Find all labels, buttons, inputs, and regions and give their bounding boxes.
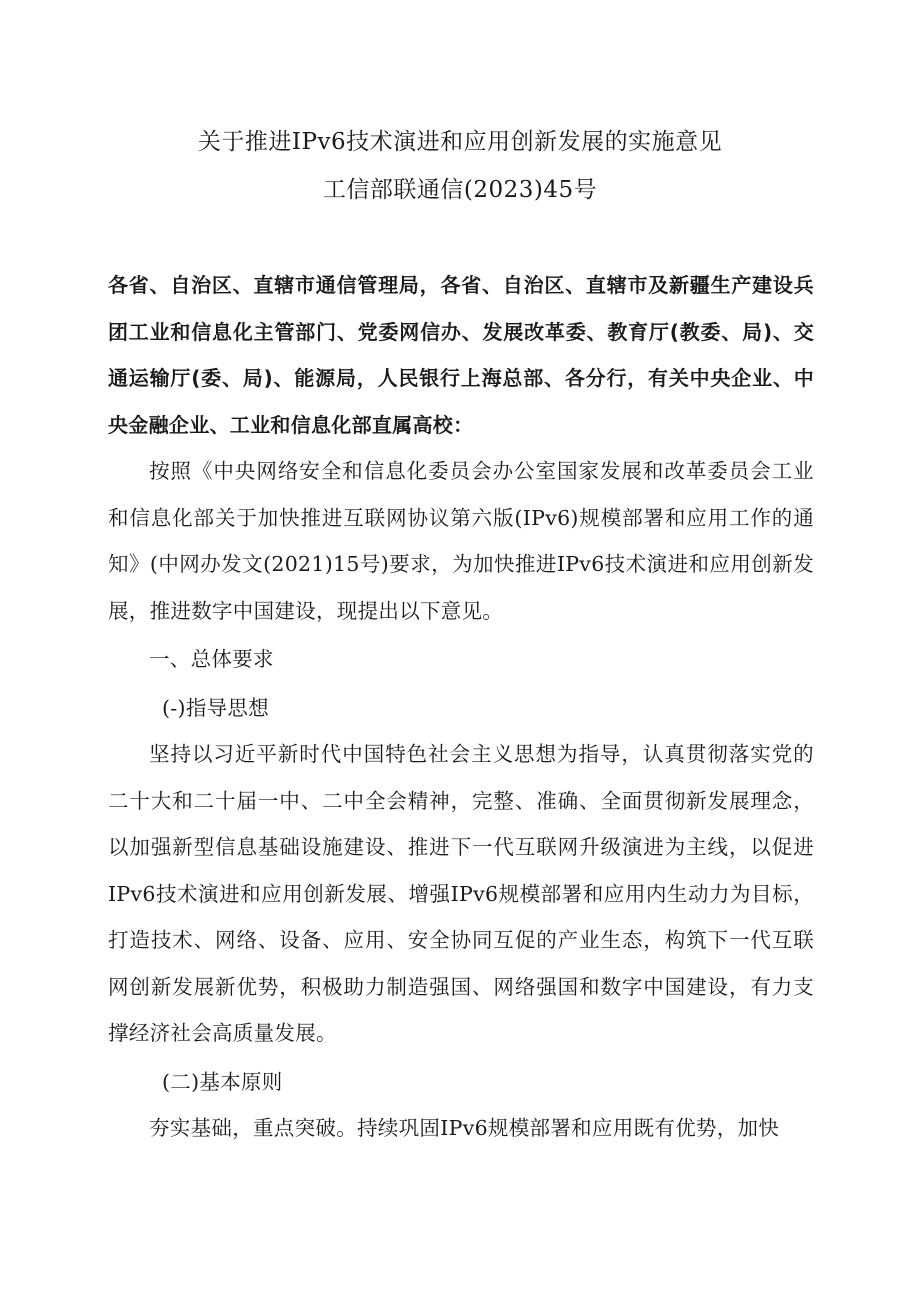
basic-principles-paragraph: 夯实基础，重点突破。持续巩固IPv6规模部署和应用既有优势，加快 <box>149 1116 780 1140</box>
document-body <box>108 262 814 1152</box>
intro-paragraph: 按照《中央网络安全和信息化委员会办公室国家发展和改革委员会工业和信息化部关于加快推进互联网协议第六版(IPv6)规模部署和应用工作的通知》(中网办发文(2021)15号)要求，为加快推进IPv6技术演进和应用创新发展，推进数字中国建设，现提出以下意见。 <box>108 459 814 623</box>
subsection-heading-basic-principles: (二)基本原则 <box>162 1069 283 1094</box>
subsection-heading-guiding-ideology: (-)指导思想 <box>162 695 270 720</box>
document-title: 关于推进IPv6技术演进和应用创新发展的实施意见 <box>197 129 723 155</box>
addressee-paragraph: 各省、自治区、直辖市通信管理局，各省、自治区、直辖市及新疆生产建设兵团工业和信息化主管部门、党委网信办、发展改革委、教育厅(教委、局)、交通运输厅(委、局)、能源局，人民银行上海总部、各分行，有关中央企业、中央金融企业、工业和信息化部直属高校： <box>108 273 814 437</box>
document-number: 工信部联通信(2023)45号 <box>322 177 598 203</box>
section-heading-general-requirements: 一、总体要求 <box>149 647 274 671</box>
guiding-ideology-paragraph: 坚持以习近平新时代中国特色社会主义思想为指导，认真贯彻落实党的二十大和二十届一中、二中全会精神，完整、准确、全面贯彻新发展理念，以加强新型信息基础设施建设、推进下一代互联网升级演进为主线，以促进IPv6技术演进和应用创新发展、增强IPv6规模部署和应用内生动力为目标，打造技术、网络、设备、应用、安全协同互促的产业生态，构筑下一代互联网创新发展新优势，积极助力制造强国、网络强国和数字中国建设，有力支撑经济社会高质量发展。 <box>108 742 814 1045</box>
title-block <box>0 118 920 214</box>
